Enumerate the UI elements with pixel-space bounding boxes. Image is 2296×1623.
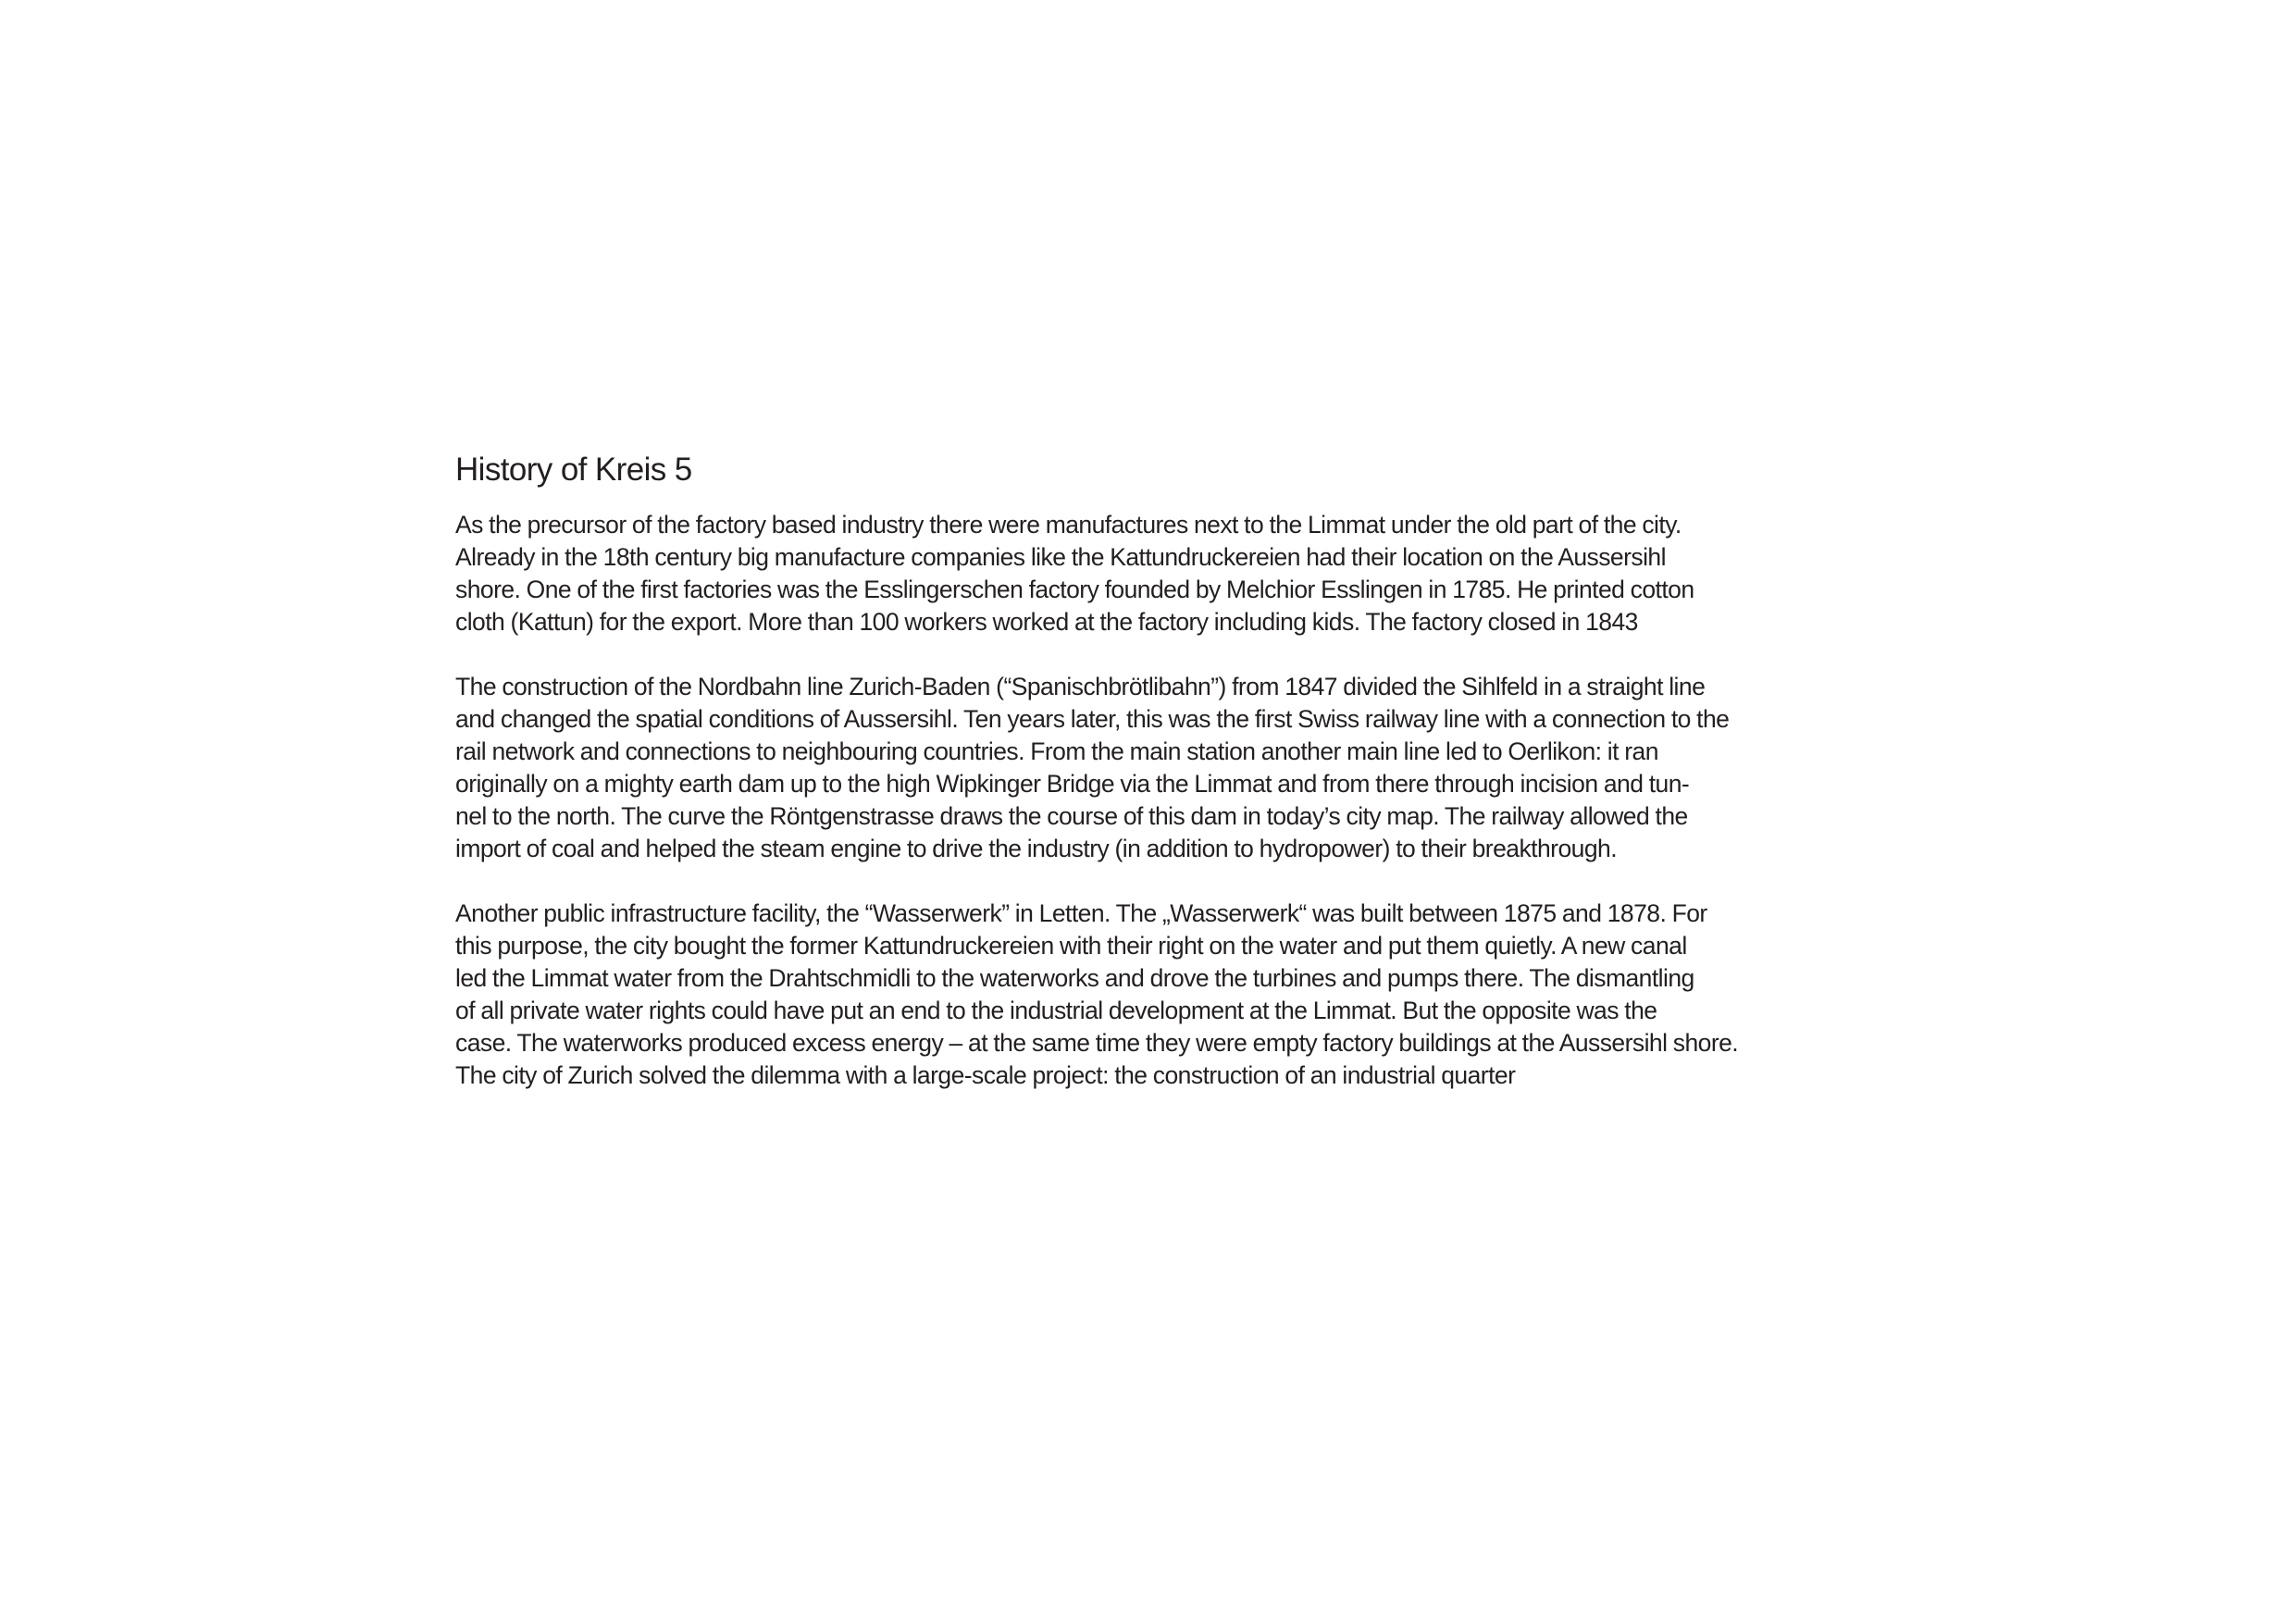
text-line: cloth (Kattun) for the export. More than 100 workers worked at the factory including kids. The factory closed in 1843 [455,608,1638,636]
text-line: originally on a mighty earth dam up to the high Wipkinger Bridge via the Limmat and from there through incision and tun- [455,770,1690,798]
text-line: import of coal and helped the steam engine to drive the industry (in addition to hydropower) to their breakthrough. [455,835,1618,862]
text-line: The construction of the Nordbahn line Zurich-Baden (“Spanischbrötlibahn”) from 1847 divided the Sihlfeld in a straight line [455,673,1706,700]
paragraph-factory-history [455,509,1880,638]
text-line: and changed the spatial conditions of Aussersihl. Ten years later, this was the first Swiss railway line with a connection to the [455,705,1730,733]
text-line: led the Limmat water from the Drahtschmidli to the waterworks and drove the turbines and pumps there. The dismantling [455,964,1694,992]
paragraph-waterworks-history [455,898,1880,1092]
text-block [455,444,1880,1092]
text-line: case. The waterworks produced excess energy – at the same time they were empty factory buildings at the Aussersihl shore. [455,1029,1739,1057]
text-line: shore. One of the first factories was the Esslingerschen factory founded by Melchior Esslingen in 1785. He printed cotton [455,576,1694,603]
paragraph-railway-history [455,671,1880,865]
page-title: History of Kreis 5 [455,452,692,488]
text-line: rail network and connections to neighbouring countries. From the main station another main line led to Oerlikon: it ran [455,737,1658,765]
text-line: of all private water rights could have put an end to the industrial development at the Limmat. But the opposite was the [455,997,1657,1024]
text-line: Another public infrastructure facility, the “Wasserwerk” in Letten. The „Wasserwerk“ was built between 1875 and 1878. For [455,899,1707,927]
text-line: Already in the 18th century big manufacture companies like the Kattundruckereien had their location on the Aussersihl [455,543,1666,571]
text-line: As the precursor of the factory based industry there were manufactures next to the Limmat under the old part of the city. [455,511,1682,539]
text-line: The city of Zurich solved the dilemma with a large-scale project: the construction of an industrial quarter [455,1061,1516,1089]
text-line: nel to the north. The curve the Röntgenstrasse draws the course of this dam in today’s city map. The railway allowed the [455,802,1688,830]
text-line: this purpose, the city bought the former Kattundruckereien with their right on the water and put them quietly. A new canal [455,932,1687,960]
